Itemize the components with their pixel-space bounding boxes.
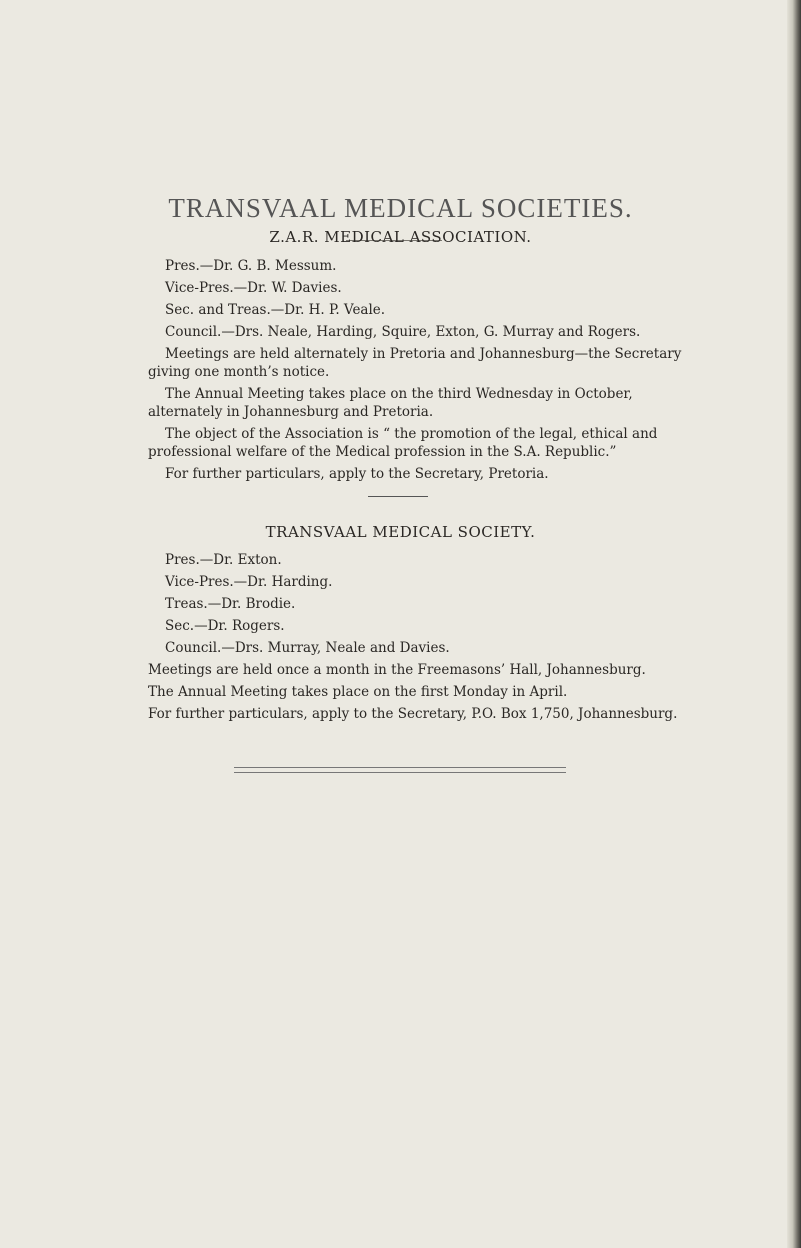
society-council: Council.—Drs. Murray, Neale and Davies.: [165, 640, 450, 656]
association-meetings-line2: giving one month’s notice.: [148, 364, 330, 380]
association-council: Council.—Drs. Neale, Harding, Squire, Exton, G. Murray and Rogers.: [165, 324, 641, 340]
page-edge: [787, 0, 801, 1248]
society-treas: Treas.—Dr. Brodie.: [165, 596, 296, 612]
association-object-line1: The object of the Association is “ the promotion of the legal, ethical and: [165, 426, 658, 442]
association-further: For further particulars, apply to the Secretary, Pretoria.: [165, 466, 549, 482]
association-annual-line2: alternately in Johannesburg and Pretoria.: [148, 404, 434, 420]
closing-rule-top: [234, 767, 566, 768]
society-pres: Pres.—Dr. Exton.: [165, 552, 282, 568]
association-meetings-line1: Meetings are held alternately in Pretoria and Johannesburg—the Secretary: [165, 346, 682, 362]
closing-rule-bottom: [234, 772, 566, 773]
society-annual: The Annual Meeting takes place on the first Monday in April.: [148, 684, 568, 700]
section-divider: [368, 496, 428, 497]
society-heading: TRANSVAAL MEDICAL SOCIETY.: [265, 523, 536, 541]
association-annual-line1: The Annual Meeting takes place on the third Wednesday in October,: [165, 386, 633, 402]
association-vice-pres: Vice-Pres.—Dr. W. Davies.: [165, 280, 342, 296]
association-pres: Pres.—Dr. G. B. Messum.: [165, 258, 337, 274]
association-sec-treas: Sec. and Treas.—Dr. H. P. Veale.: [165, 302, 386, 318]
page-title: TRANSVAAL MEDICAL SOCIETIES.: [168, 193, 633, 223]
association-object-line2: professional welfare of the Medical profession in the S.A. Republic.”: [148, 444, 617, 460]
association-heading: Z.A.R. MEDICAL ASSOCIATION.: [269, 228, 532, 246]
society-sec: Sec.—Dr. Rogers.: [165, 618, 285, 634]
society-further: For further particulars, apply to the Secretary, P.O. Box 1,750, Johannesburg.: [148, 706, 678, 722]
society-meetings: Meetings are held once a month in the Freemasons’ Hall, Johannesburg.: [148, 662, 646, 678]
society-vice-pres: Vice-Pres.—Dr. Harding.: [165, 574, 333, 590]
